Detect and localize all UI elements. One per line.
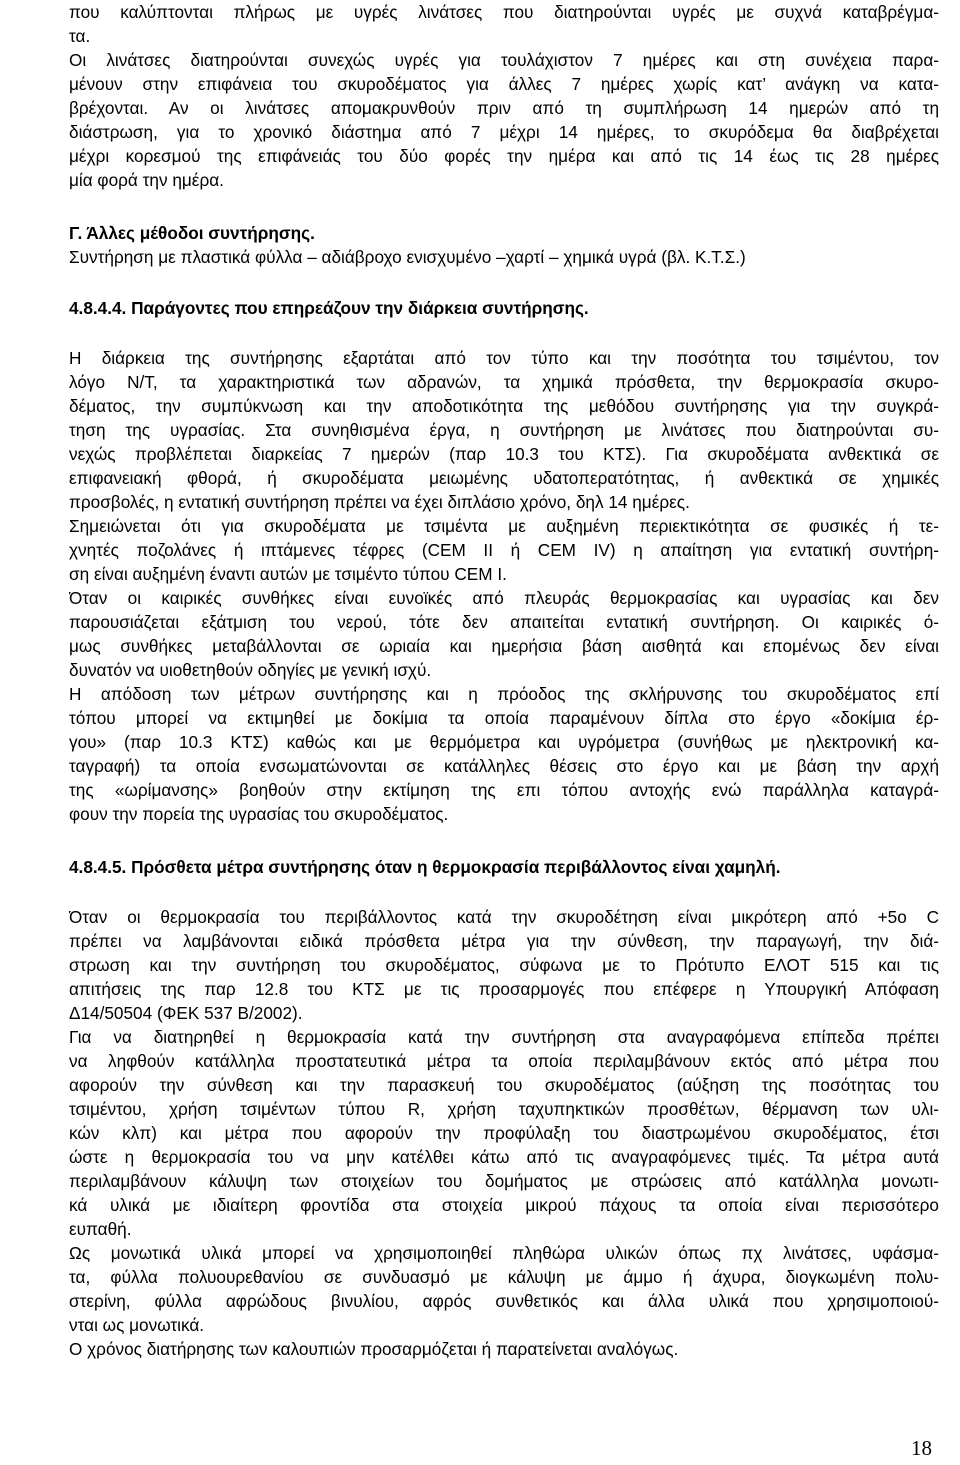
body-text-line: μένουν στην επιφάνεια του σκυροδέματος για άλλες 7 ημέρες χωρίς κατ’ ανάγκη να κατα- (69, 74, 939, 94)
body-text-line: διάστρωση, για το χρονικό διάστημα από 7 μέχρι 14 ημέρες, το σκυρόδεμα θα διαβρέχεται (69, 122, 939, 142)
body-text-line: Σημειώνεται ότι για σκυροδέματα με τσιμέντα με αυξημένη περιεκτικότητα σε φυσικές ή τε- (69, 516, 939, 536)
body-text-line: παρουσιάζεται εξάτμιση του νερού, τότε δεν απαιτείται εντατική συντήρηση. Οι καιρικές ό- (69, 612, 939, 632)
body-text-line: Όταν οι θερμοκρασία του περιβάλλοντος κατά την σκυροδέτηση είναι μικρότερη από +5ο C (69, 907, 939, 927)
body-text-line: ση είναι αυξημένη έναντι αυτών με τσιμέντο τύπου CEM I. (69, 564, 507, 584)
body-text-line: τσιμέντου, χρήση τσιμέντων τύπου R, χρήση ταχυπηκτικών προσθέτων, θέρμανση των υλι- (69, 1099, 939, 1119)
body-text-line: τόπου μπορεί να εκτιμηθεί με δοκίμια τα οποία παραμένουν δίπλα στο έργο «δοκίμια έρ- (69, 708, 939, 728)
body-text-line: ταγραφή) τα οποία ενσωματώνονται σε κατάλληλες θέσεις στο έργο και με βάση την αρχή (69, 756, 939, 776)
body-text-line: Ο χρόνος διατήρησης των καλουπιών προσαρμόζεται ή παρατείνεται αναλόγως. (69, 1339, 679, 1359)
body-text-line: κά υλικά με ιδιαίτερη φροντίδα στα στοιχεία μικρού πάχους τα οποία είναι περισσότερο (69, 1195, 939, 1215)
body-text-line: περιλαμβάνουν κάλυψη των στοιχείων του δομήματος με στρώσεις από κατάλληλα μονωτι- (69, 1171, 939, 1191)
body-text-line: βρέχονται. Αν οι λινάτσες απομακρυνθούν πριν από τη συμπλήρωση 14 ημερών από τη (69, 98, 939, 118)
body-text-line: ώστε η θερμοκρασία του να μην κατέλθει κάτω από τις αναγραφόμενες τιμές. Τα μέτρα αυτά (69, 1147, 939, 1167)
body-text-line: μία φορά την ημέρα. (69, 170, 224, 190)
body-text-line: λόγο Ν/Τ, τα χαρακτηριστικά των αδρανών, τα χημικά πρόσθετα, την θερμοκρασία σκυρο- (69, 372, 939, 392)
body-text-line: αφορούν την σύνθεση και την παρασκευή του σκυροδέματος (αύξηση της ποσότητας του (69, 1075, 939, 1095)
body-text-line: Ως μονωτικά υλικά μπορεί να χρησιμοποιηθεί πληθώρα υλικών όπως πχ λινάτσες, υφάσμα- (69, 1243, 939, 1263)
body-text-line: που καλύπτονται πλήρως με υγρές λινάτσες που διατηρούνται υγρές με συχνά καταβρέγμα- (69, 2, 939, 22)
body-text-line: μως συνθήκες μεταβάλλονται σε ωριαία και ημερήσια βάση αισθητά και επομένως δεν είναι (69, 636, 939, 656)
body-text-line: νεχώς προβλέπεται διαρκείας 7 ημερών (παρ 10.3 του ΚΤΣ). Για σκυροδέματα ανθεκτικά σε (69, 444, 939, 464)
body-text-line: Η διάρκεια της συντήρησης εξαρτάται από τον τύπο και την ποσότητα του τσιμέντου, τον (69, 348, 939, 368)
body-text-line: Η απόδοση των μέτρων συντήρησης και η πρόοδος της σκλήρυνσης του σκυροδέματος επί (69, 684, 939, 704)
body-text-line: στερίνη, φύλλα αφρώδους βινυλίου, αφρός συνθετικός και άλλα υλικά που χρησιμοποιού- (69, 1291, 939, 1311)
page-number: 18 (911, 1436, 932, 1460)
subsection-heading: Γ. Άλλες μέθοδοι συντήρησης. (69, 223, 315, 243)
body-text-line: χνητές ποζολάνες ή ιπτάμενες τέφρες (CEM II ή CEM IV) η απαίτηση για εντατική συντήρη- (69, 540, 939, 560)
body-text-line: κών κλπ) και μέτρα που αφορούν την προφύλαξη του διαστρωμένου σκυροδέματος, έτσι (69, 1123, 939, 1143)
body-text-line: Δ14/50504 (ΦΕΚ 537 Β/2002). (69, 1003, 303, 1023)
body-text-line: απιτήσεις της παρ 12.8 του ΚΤΣ με τις προσαρμογές που επέφερε η Υπουργική Απόφαση (69, 979, 939, 999)
body-text-line: γου» (παρ 10.3 ΚΤΣ) καθώς και με θερμόμετρα και υγρόμετρα (συνήθως με ηλεκτρονική κα- (69, 732, 939, 752)
body-text-line: επιφανειακή φθορά, ή σκυροδέματα μειωμένης υδατοπερατότητας, ή ανθεκτικά σε χημικές (69, 468, 939, 488)
body-text-line: τα. (69, 26, 91, 46)
body-text-line: πρέπει να λαμβάνονται ειδικά πρόσθετα μέτρα για την σύνθεση, την παραγωγή, την διά- (69, 931, 939, 951)
body-text-line: της «ωρίμανσης» βοηθούν στην εκτίμηση της επι τόπου αντοχής ενώ παράλληλα καταγρά- (69, 780, 939, 800)
body-text-line: να ληφθούν κατάλληλα προστατευτικά μέτρα τα οποία περιλαμβάνουν εκτός από μέτρα που (69, 1051, 939, 1071)
body-text-line: νται ως μονωτικά. (69, 1315, 205, 1335)
body-text-line: δέματος, την συμπύκνωση και την αποδοτικότητα της μεθόδου συντήρησης για την συγκρά- (69, 396, 939, 416)
body-text-line: τηση της υγρασίας. Στα συνηθισμένα έργα, η συντήρηση με λινάτσες που διατηρούνται συ- (69, 420, 939, 440)
body-text-line: Όταν οι καιρικές συνθήκες είναι ευνοϊκές από πλευράς θερμοκρασίας και υγρασίας και δεν (69, 588, 939, 608)
body-text-line: Για να διατηρηθεί η θερμοκρασία κατά την συντήρηση στα αναγραφόμενα επίπεδα πρέπει (69, 1027, 939, 1047)
body-text-line: Συντήρηση με πλαστικά φύλλα – αδιάβροχο ενισχυμένο –χαρτί – χημικά υγρά (βλ. Κ.Τ.Σ.) (69, 247, 746, 267)
body-text-line: δυνατόν να υιοθετηθούν οδηγίες με γενική ισχύ. (69, 660, 432, 680)
section-heading-4-8-4-5: 4.8.4.5. Πρόσθετα μέτρα συντήρησης όταν η θερμοκρασία περιβάλλοντος είναι χαμηλή. (69, 857, 781, 877)
body-text-line: Οι λινάτσες διατηρούνται συνεχώς υγρές για τουλάχιστον 7 ημέρες και στη συνέχεια παρα- (69, 50, 939, 70)
section-heading-4-8-4-4: 4.8.4.4. Παράγοντες που επηρεάζουν την διάρκεια συντήρησης. (69, 298, 589, 318)
body-text-line: προσβολές, η εντατική συντήρηση πρέπει να έχει διπλάσιο χρόνο, δηλ 14 ημέρες. (69, 492, 690, 512)
body-text-line: φουν την πορεία της υγρασίας του σκυροδέματος. (69, 804, 449, 824)
body-text-line: μέχρι κορεσμού της επιφάνειάς του δύο φορές την ημέρα και από τις 14 έως τις 28 ημέρες (69, 146, 939, 166)
body-text-line: ευπαθή. (69, 1219, 132, 1239)
body-text-line: στρωση και την συντήρηση του σκυροδέματος, σύφωνα με το Πρότυπο ΕΛΟΤ 515 και τις (69, 955, 939, 975)
body-text-line: τα, φύλλα πολυουρεθανίου σε συνδυασμό με κάλυψη με άμμο ή άχυρα, διογκωμένη πολυ- (69, 1267, 939, 1287)
